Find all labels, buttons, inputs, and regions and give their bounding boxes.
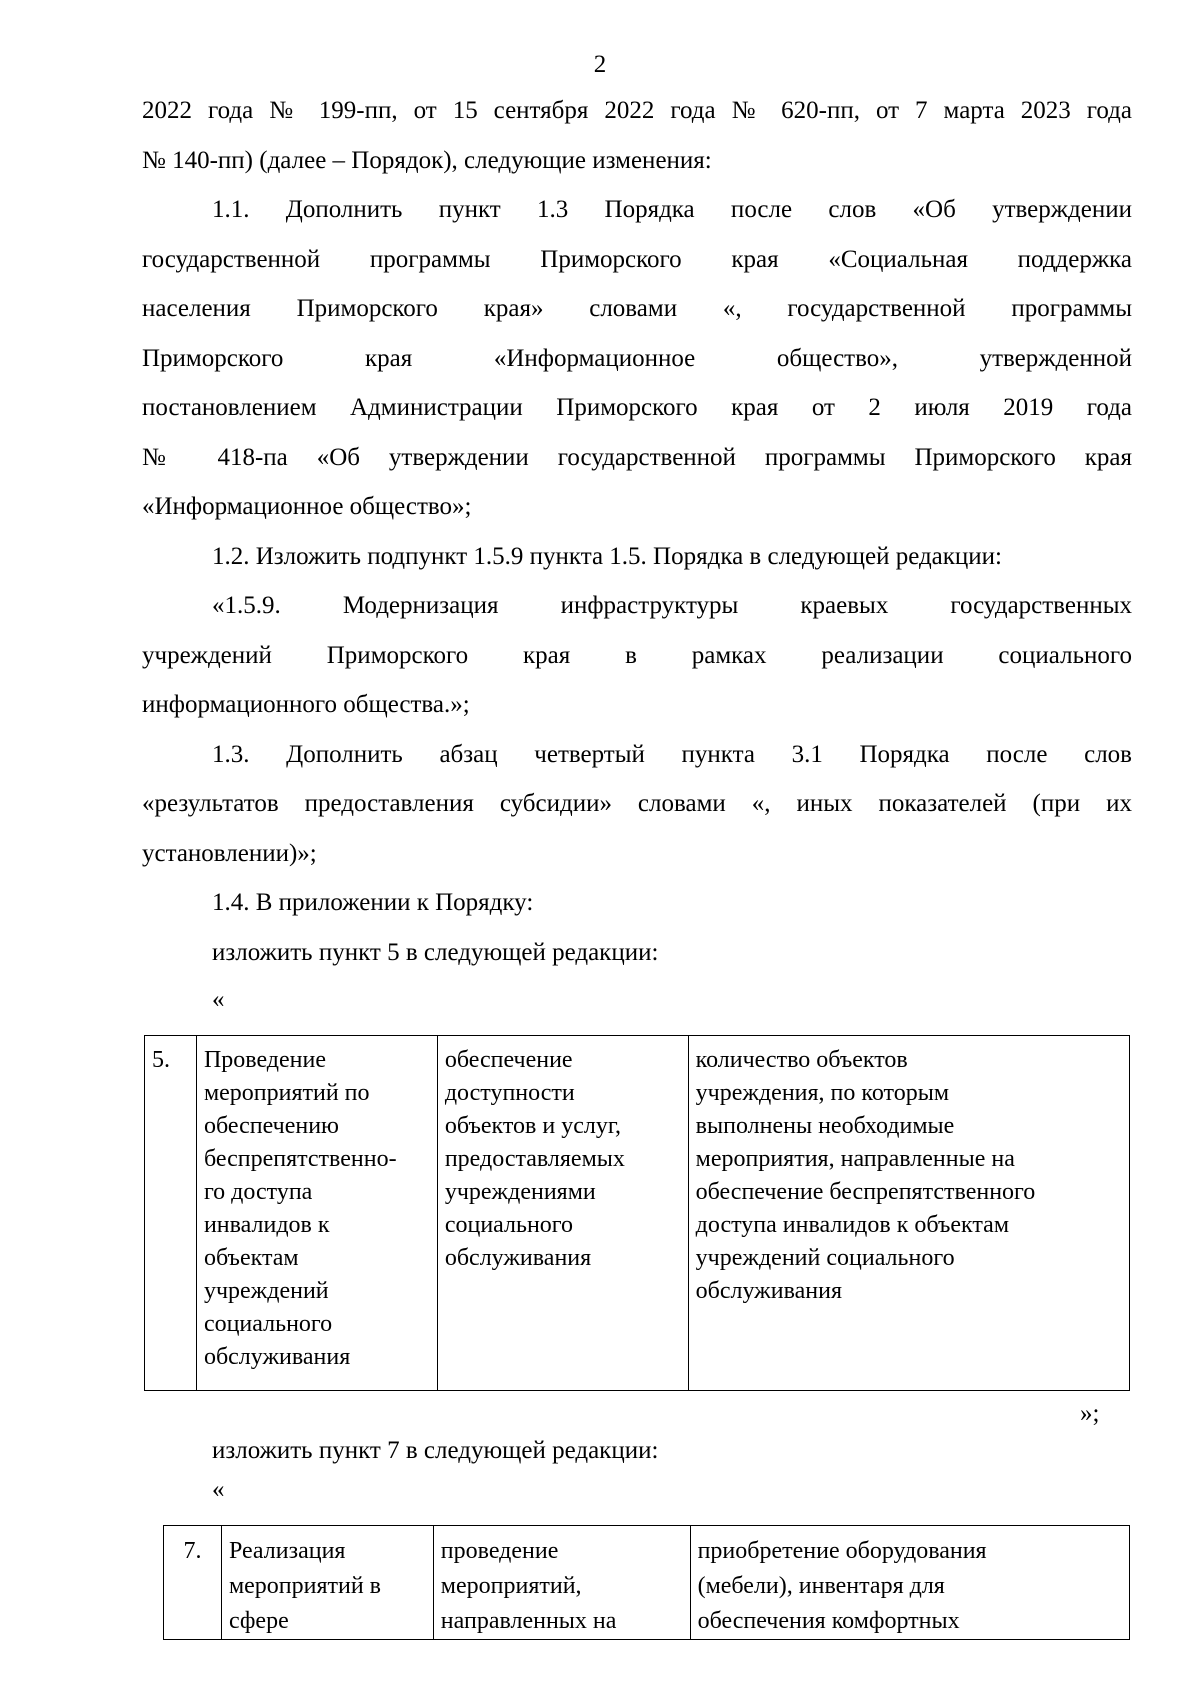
result-cell: обеспечение доступности объектов и услуг, предоставляемых учреждениями социального обслуживания	[437, 1036, 688, 1391]
text-line: населения Приморского края» словами «, государственной программы	[142, 295, 1132, 322]
text-line: изложить пункт 7 в следующей редакции:	[212, 1437, 659, 1464]
indicator-cell: количество объектов учреждения, по которым выполнены необходимые мероприятия, направленные на обеспечение беспрепятственного доступа инвалидов к объектам учреждений социального обслуживания	[688, 1036, 1129, 1391]
table-row	[164, 1526, 1130, 1640]
text-line: 2022 года № 199-пп, от 15 сентября 2022 года № 620-пп, от 7 марта 2023 года	[142, 97, 1132, 124]
page-number: 2	[593, 51, 607, 78]
text-line: 1.3. Дополнить абзац четвертый пункта 3.1 Порядка после слов	[212, 740, 1132, 768]
text-line: 1.4. В приложении к Порядку:	[212, 889, 534, 916]
text-line: «результатов предоставления субсидии» словами «, иных показателей (при их	[142, 790, 1132, 817]
text-line: «1.5.9. Модернизация инфраструктуры краевых государственных	[212, 592, 1132, 619]
body-text	[142, 86, 1132, 977]
indicator-cell: приобретение оборудования (мебели), инвентаря для обеспечения комфортных	[690, 1526, 1129, 1640]
text-line: учреждений Приморского края в рамках реализации социального	[142, 641, 1132, 669]
open-quote: «	[212, 986, 225, 1013]
table-row	[145, 1036, 1130, 1391]
measure-name-cell: Реализация мероприятий в сфере	[221, 1526, 433, 1640]
text-line: «Информационное общество»;	[142, 493, 472, 520]
item-number-cell: 5.	[145, 1036, 197, 1391]
table-item-7	[163, 1525, 1130, 1640]
text-line: № 418-па «Об утверждении государственной программы Приморского края	[142, 443, 1132, 471]
text-line: № 140-пп) (далее – Порядок), следующие изменения:	[142, 146, 712, 174]
table-item-5	[144, 1035, 1130, 1391]
text-line: 1.1. Дополнить пункт 1.3 Порядка после слов «Об утверждении	[212, 196, 1132, 223]
text-line: установлении)»;	[142, 839, 317, 867]
open-quote: «	[212, 1476, 225, 1503]
text-line: изложить пункт 5 в следующей редакции:	[212, 938, 659, 966]
text-line: Приморского края «Информационное общество», утвержденной	[142, 344, 1132, 372]
text-block	[142, 1426, 1132, 1476]
text-line: государственной программы Приморского края «Социальная поддержка	[142, 245, 1132, 273]
measure-name-cell: Проведение мероприятий по обеспечению беспрепятственно- го доступа инвалидов к объектам учреждений социального обслуживания	[196, 1036, 437, 1391]
item-number-cell: 7.	[164, 1526, 222, 1640]
text-line: постановлением Администрации Приморского края от 2 июля 2019 года	[142, 394, 1132, 421]
text-line: информационного общества.»;	[142, 691, 470, 718]
text-line: 1.2. Изложить подпункт 1.5.9 пункта 1.5. Порядка в следующей редакции:	[212, 542, 1003, 570]
close-quote: »;	[1080, 1400, 1100, 1427]
result-cell: проведение мероприятий, направленных на	[433, 1526, 690, 1640]
